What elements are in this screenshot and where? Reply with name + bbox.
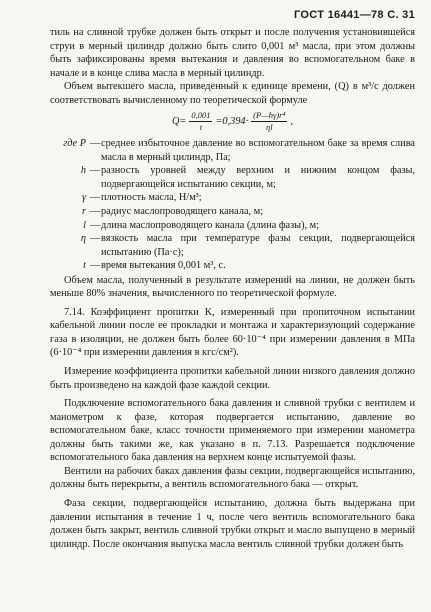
definition-item [50,164,415,191]
definition-text: плотность масла, Н/м³; [101,192,202,204]
definition-item [50,259,415,273]
formula-fraction-2-numerator: (P—hγ)r⁴ [253,110,286,121]
formula-coefficient: =0,394· [215,116,249,127]
definition-item [50,219,415,233]
formula-fraction-1 [189,110,212,133]
paragraph-volume-intro: Объем вытекшего масла, приведенный к единице времени, (Q) в м³/с должен соответствовать вычисленному по теоретической формуле [50,81,415,106]
definition-dash: — [89,138,101,150]
formula-fraction-1-numerator: 0,001 [191,110,211,121]
definition-text: вязкость масла при температуре фазы секции, подвергающейся испытанию (Па·с); [101,233,415,258]
definition-symbol: γ [81,192,86,204]
formula-fraction-2-denominator: ηl [266,122,273,133]
definition-text: радиус маслопроводящего канала, м; [101,206,264,218]
definition-symbol: l [83,219,86,231]
definition-dash: — [89,206,101,218]
paragraph-valves: Вентили на рабочих баках давления фазы секции, подвергающейся испытанию, должны быть перекрыты, а вентиль вспомогательного бака — открыт. [50,465,415,491]
formula-lhs: Q= [171,116,187,127]
definition-dash: — [89,165,101,177]
definition-symbol: t [83,260,86,272]
definitions-list [50,137,415,272]
definition-text: время вытекания 0,001 м³, с. [101,260,226,272]
page-header: ГОСТ 16441—78 С. 31 [294,9,415,21]
definition-dash: — [89,219,101,231]
definition-text: разность уровней между верхним и нижним концом фазы, подвергающейся испытанию секции, м; [101,165,415,190]
definition-text: среднее избыточное давление во вспомогательном баке за время слива масла в мерный цилиндр, Па; [101,138,415,163]
definition-symbol: η [80,233,86,245]
definition-symbol: где P [63,138,86,150]
paragraph-volume-requirement: Объем масла, полученный в результате измерений на линии, не должен быть меньше 80% значения, вычисленного по теоретической формуле. [50,274,415,300]
formula-tail: , [290,116,294,127]
paragraph-continuation: тиль на сливной трубке должен быть открыт и после получения установившейся струи в мерный цилиндр должно быть слито 0,001 м³ масла, при этом должны быть зафиксированы время вытекания и давления во вспомогательном баке в начале и в конце слива масла в мерный цилиндр. [50,27,415,79]
definition-item [50,205,415,219]
definition-item [50,137,415,164]
formula-fraction-2 [251,110,287,133]
formula-volume [50,110,415,133]
paragraph-phase-hold: Фаза секции, подвергающейся испытанию, должна быть выдержана при давлении испытания в течение 1 ч, после чего вентиль вспомогательного бака должен быть закрыт, вентиль сливной трубки открыт и масло выпущено в мерный цилиндр. После окончания выпуска масла вентиль сливной трубки должен быть [50,497,415,550]
paragraph-section-7-14: 7.14. Коэффициент пропитки K, измеренный при пропиточном испытании кабельной линии после ее прокладки и монтажа и характеризующий содержание газа в изоляции, не должен быть более 60·10⁻⁴ при измерении давления в МПа (6·10⁻⁴ при измерении давления в кгс/см²). [50,306,415,359]
definition-item [50,191,415,205]
definition-text: длина маслопроводящего канала (длина фазы), м; [101,219,320,231]
definition-dash: — [89,192,101,204]
document-page [50,8,415,551]
definition-item [50,232,415,259]
definition-symbol: r [81,206,86,218]
paragraph-low-pressure: Измерение коэффициента пропитки кабельной линии низкого давления должно быть произведено на каждой фазе каждой секции. [50,366,415,391]
formula-fraction-1-denominator: t [199,122,203,133]
definition-symbol: h [80,165,86,177]
definition-dash: — [89,260,101,272]
definition-dash: — [89,233,101,245]
paragraph-connection: Подключение вспомогательного бака давления и сливной трубки с вентилем и манометром к фазе, которая подвергается испытанию, давление во вспомогательном баке, класс точности применяемого при измерении манометра должны быть такими же, как указано в п. 7.13. Разрешается подключение вспомогательного бака давления на верхнем конце испытуемой фазы. [50,398,415,464]
